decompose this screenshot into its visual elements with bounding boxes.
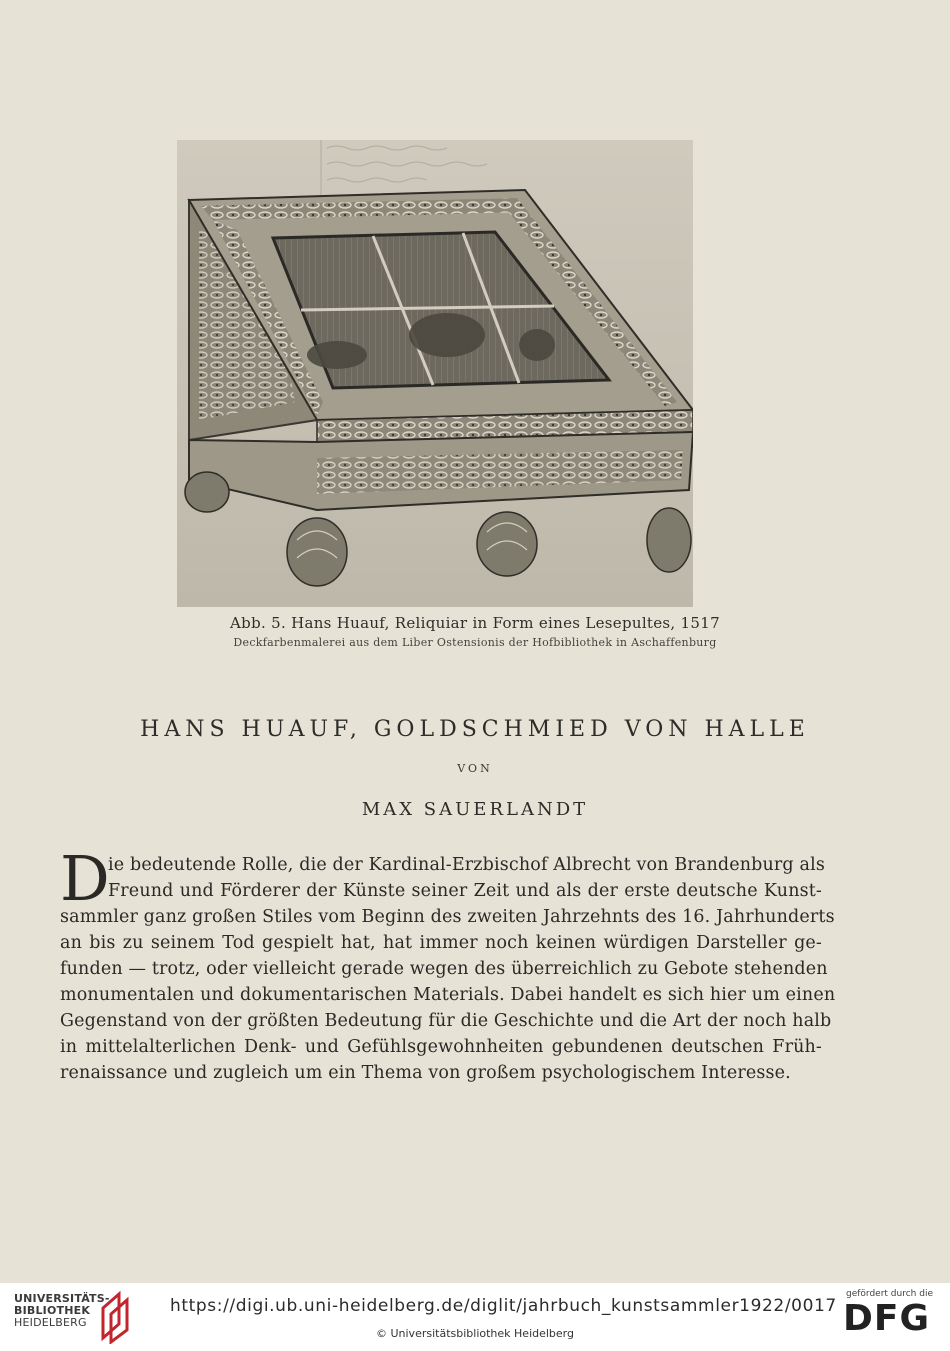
body-line: Freund und Förderer der Künste seiner Zeit und als der erste deutsche Kunst- [108, 881, 822, 901]
sponsor-label: gefördert durch die [846, 1289, 933, 1299]
body-line: funden — trotz, oder vielleicht gerade wegen des überreichlich zu Gebote stehenden [60, 959, 828, 979]
body-line: in mittelalterlichen Denk- und Gefühlsgewohnheiten gebundenen deutschen Früh- [60, 1037, 822, 1057]
body-line: Gegenstand von der größten Bedeutung für die Geschichte und die Art der noch halb [60, 1011, 832, 1031]
body-line: sammler ganz großen Stiles vom Beginn des zweiten Jahrzehnts des 16. Jahrhunderts [60, 907, 835, 927]
body-line: monumentalen und dokumentarischen Materials. Dabei handelt es sich hier um einen [60, 985, 836, 1005]
body-line: renaissance und zugleich um ein Thema von großem psychologischem Interesse. [60, 1063, 791, 1083]
body-line: ie bedeutende Rolle, die der Kardinal-Erzbischof Albrecht von Brandenburg als [108, 855, 825, 875]
copyright-notice: © Universitätsbibliothek Heidelberg [375, 1327, 574, 1340]
figure-subcaption: Deckfarbenmalerei aus dem Liber Ostensionis der Hofbibliothek in Aschaffenburg [233, 636, 717, 649]
figure-caption: Abb. 5. Hans Huauf, Reliquiar in Form eines Lesepultes, 1517 [230, 614, 720, 632]
author-name: MAX SAUERLANDT [361, 799, 589, 820]
library-logo-text[interactable] [14, 1293, 110, 1329]
library-name-line2: BIBLIOTHEK [14, 1304, 91, 1317]
library-name-line1: UNIVERSITÄTS- [14, 1292, 110, 1305]
byline-prefix: VON [457, 762, 493, 775]
reliquary-illustration [177, 140, 693, 607]
body-line: an bis zu seinem Tod gespielt hat, hat immer noch keinen würdigen Darsteller ge- [60, 933, 822, 953]
reliquary-lectern-image [177, 140, 693, 607]
article-title: HANS HUAUF, GOLDSCHMIED VON HALLE [140, 717, 810, 742]
article-body [60, 842, 836, 1086]
drop-cap: D [60, 842, 110, 915]
viewer-footer [0, 1283, 950, 1351]
dfg-logo[interactable]: DFG [843, 1298, 931, 1339]
page-permalink[interactable]: https://digi.ub.uni-heidelberg.de/diglit/jahrbuch_kunstsammler1922/0017 [170, 1296, 837, 1316]
library-name-line3: HEIDELBERG [14, 1316, 87, 1329]
